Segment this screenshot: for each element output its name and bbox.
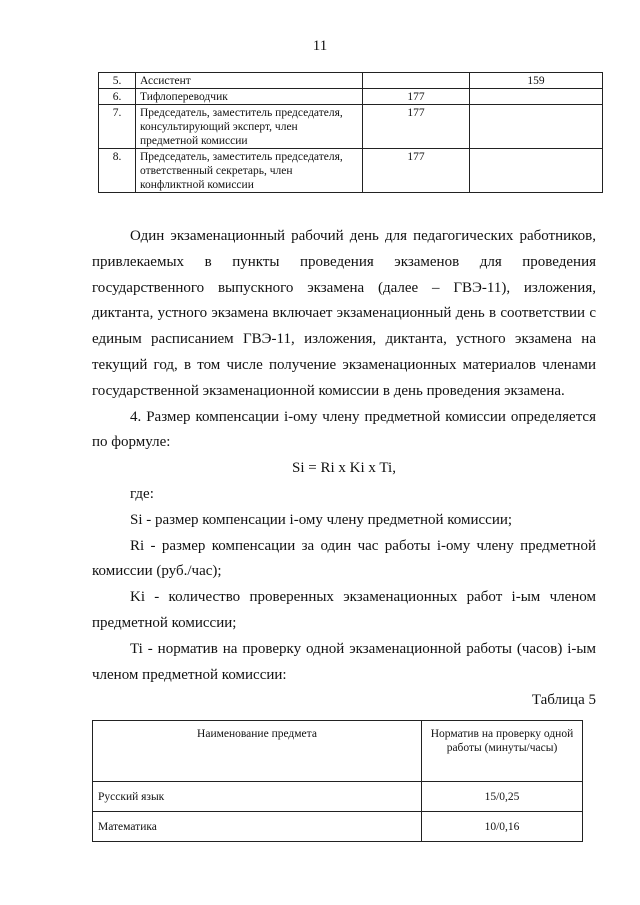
rate-cell-a: 177 [363,105,470,149]
row-number: 6. [99,89,136,105]
table-row [99,105,603,149]
definition-ki: Ki - количество проверенных экзаменационных работ i-ым членом предметной комиссии; [92,589,596,631]
definition-si: Si - размер компенсации i-ому члену предметной комиссии; [130,511,513,528]
rate-cell-b [470,89,603,105]
definition-ti: Ti - норматив на проверку одной экзаменационной работы (часов) i-ым членом предметной комиссии: [92,640,596,683]
row-number: 5. [99,73,136,89]
header-norm: Норматив на проверку одной работы (минуты/часы) [422,721,583,782]
header-subject: Наименование предмета [93,721,422,782]
rate-cell-a: 177 [363,89,470,105]
norm-cell: 15/0,25 [422,782,583,812]
rate-cell-a: 177 [363,149,470,193]
rate-cell-b: 159 [470,73,603,89]
paragraph-exam-day: Один экзаменационный рабочий день для педагогических работников, привлекаемых в пункты проведения экзаменов для проведения государственного выпускного экзамена (далее – ГВЭ-11), изложения, диктанта, устного экзамена включает экзаменационный день в соответствии с единым расписанием ГВЭ-11, изложения, диктанта, устного экзамена на текущий год, в том числе получение экзаменационных материалов членами государственной экзаменационной комиссии в день проведения экзамена. [92,228,596,399]
position-cell: Председатель, заместитель председателя, консультирующий эксперт, член предметной комиссии [136,105,363,149]
definition-ri: Ri - размер компенсации за один час работы i-ому члену предметной комиссии (руб./час); [92,537,596,580]
rate-cell-b [470,105,603,149]
position-cell: Председатель, заместитель председателя, ответственный секретарь, член конфликтной комиссии [136,149,363,193]
row-number: 7. [99,105,136,149]
table-caption: Таблица 5 [531,692,596,709]
document-body [92,224,596,714]
row-number: 8. [99,149,136,193]
rate-cell-a [363,73,470,89]
table-row [99,73,603,89]
position-cell: Ассистент [136,73,363,89]
rate-cell-b [470,149,603,193]
position-cell: Тифлопереводчик [136,89,363,105]
table-row [93,812,583,842]
norm-cell: 10/0,16 [422,812,583,842]
subject-cell: Математика [93,812,422,842]
grading-norms-table [92,720,583,842]
table-row [99,149,603,193]
formula: Si = Ri x Ki x Ti, [292,460,396,477]
subject-cell: Русский язык [93,782,422,812]
table-row [99,89,603,105]
table-row [93,782,583,812]
where-label: где: [130,485,154,502]
page-number: 11 [312,38,328,54]
paragraph-compensation-formula-intro: 4. Размер компенсации i-ому члену предметной комиссии определяется по формуле: [92,408,596,451]
staff-rates-table [98,72,603,193]
table-header-row [93,721,583,782]
